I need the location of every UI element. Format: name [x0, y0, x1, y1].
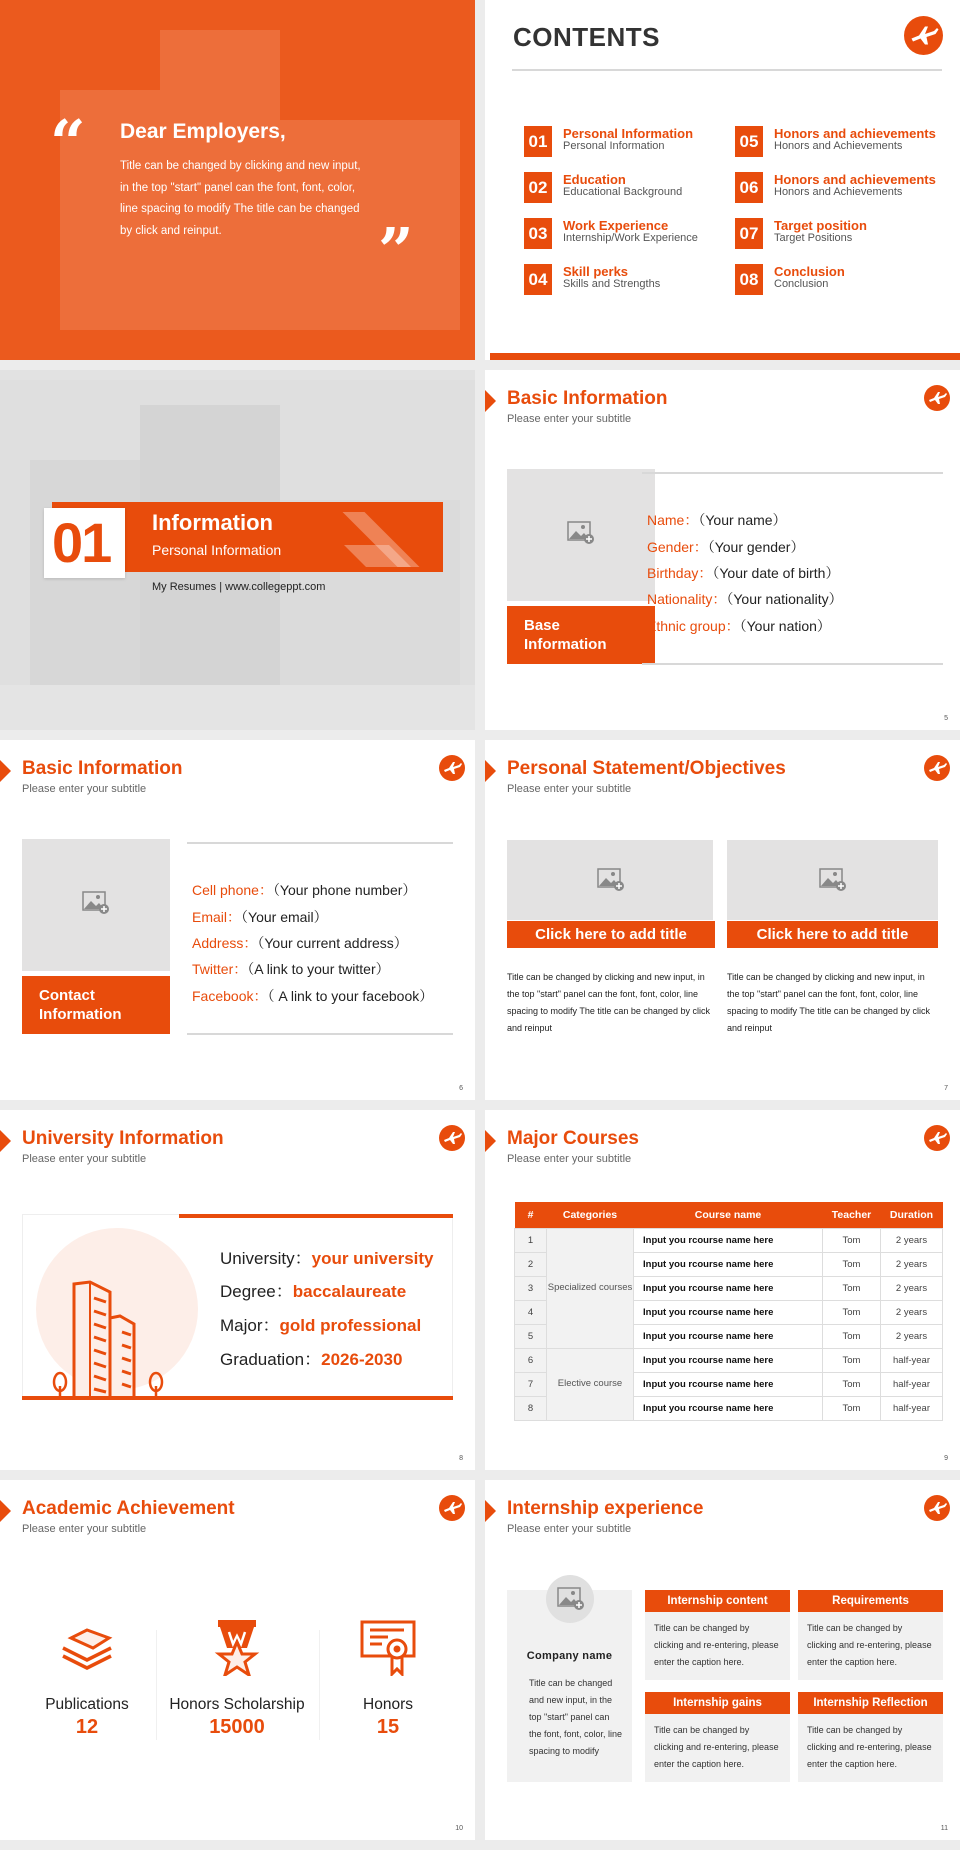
item-subtitle: Target Positions — [774, 232, 853, 244]
table-row: 7 Input you rcourse name here Tom half-year — [515, 1372, 943, 1396]
buildings-icon — [52, 1274, 172, 1398]
field-nationality: Nationality：（Your nationality） — [647, 591, 843, 607]
contents-title: CONTENTS — [513, 22, 660, 52]
table-row: 6 Elective course Input you rcourse name here Tom half-year — [515, 1348, 943, 1372]
add-image-icon — [567, 521, 595, 545]
item-number: 05 — [735, 126, 763, 157]
field-facebook: Facebook：（ A link to your facebook） — [192, 988, 434, 1004]
field-address: Address：（Your current address） — [192, 935, 408, 951]
slide-contents[interactable] — [485, 0, 960, 360]
company-logo-placeholder[interactable] — [546, 1575, 594, 1623]
card-title: Internship Reflection — [798, 1692, 943, 1714]
page-number: 11 — [940, 1825, 948, 1832]
item-number: 04 — [524, 264, 552, 295]
slide-section-information[interactable] — [0, 370, 475, 730]
slide-title: Personal Statement/Objectives — [507, 758, 786, 779]
header-arrow-icon — [0, 760, 11, 782]
item-title: Personal Information — [563, 126, 694, 141]
page-number: 6 — [459, 1085, 463, 1092]
item-title: Work Experience — [563, 218, 669, 233]
achievement-label: Honors — [363, 1696, 413, 1713]
achievement-label: Honors Scholarship — [169, 1696, 305, 1713]
section-number: 01 — [52, 511, 111, 574]
item-number: 06 — [735, 172, 763, 203]
slide-personal-statement[interactable] — [485, 740, 960, 1100]
field-birthday: Birthday：（Your date of birth） — [647, 565, 840, 581]
divider — [642, 663, 943, 665]
slide-subtitle: Please enter your subtitle — [507, 1523, 632, 1535]
field-name: Name：（Your name） — [647, 512, 787, 528]
slide-subtitle: Please enter your subtitle — [507, 1153, 632, 1165]
slide-title: Basic Information — [507, 388, 668, 409]
page-number: 8 — [459, 1455, 463, 1462]
courses-table — [514, 1202, 943, 1421]
card-text: Title can be changed by clicking and re-entering, please enter the caption here. — [807, 1725, 932, 1769]
plane-logo-icon — [904, 16, 943, 55]
item-subtitle: Conclusion — [774, 278, 829, 290]
header-course-name: Course name — [634, 1202, 823, 1228]
slide-contact-information[interactable] — [0, 740, 475, 1100]
photo-placeholder[interactable] — [22, 839, 170, 971]
achievement-publications — [12, 1620, 162, 1739]
item-title: Target position — [774, 218, 867, 233]
slide-basic-information[interactable] — [485, 370, 960, 730]
item-title: Honors and achievements — [774, 126, 936, 141]
item-title: Conclusion — [774, 264, 845, 279]
achievement-honors — [313, 1620, 463, 1739]
category-cell: Elective course — [547, 1348, 634, 1420]
open-quote-icon: “ — [50, 106, 86, 179]
slide-title: Dear Employers, — [120, 120, 286, 143]
slide-title: Major Courses — [507, 1128, 639, 1149]
slide-dear-employers[interactable] — [0, 0, 475, 360]
table-row: 3 Input you rcourse name here Tom 2 years — [515, 1276, 943, 1300]
item-number: 08 — [735, 264, 763, 295]
divider — [187, 1033, 453, 1035]
section-subtitle: Personal Information — [152, 542, 282, 558]
add-title-button[interactable]: Click here to add title — [507, 921, 715, 948]
header-num: # — [515, 1202, 547, 1228]
header-arrow-icon — [485, 390, 496, 412]
company-name: Company name — [526, 1650, 613, 1662]
field-ethnic-group: Ethnic group：（Your nation） — [647, 618, 831, 634]
slide-title: Basic Information — [22, 758, 183, 779]
item-title: Education — [563, 172, 626, 187]
add-image-icon — [819, 868, 847, 892]
section-tagline: My Resumes | www.collegeppt.com — [152, 581, 326, 593]
card-title: Internship content — [645, 1590, 790, 1612]
slide-body-text: Title can be changed by clicking and new input, in the top "start" panel can the font, font, color, line spacing to modify The title can be changed by click and reinput. — [120, 160, 361, 237]
item-subtitle: Educational Background — [563, 186, 683, 198]
photo-placeholder[interactable] — [507, 469, 655, 601]
add-image-icon — [557, 1587, 585, 1611]
card-requirements — [798, 1590, 943, 1680]
achievement-honors-scholarship — [162, 1620, 312, 1739]
divider — [156, 1630, 157, 1740]
table-row: 1 Specialized courses Input you rcourse name here Tom 2 years — [515, 1228, 943, 1252]
header-arrow-icon — [485, 1130, 496, 1152]
page-number: 7 — [944, 1085, 948, 1092]
ground-line — [22, 1396, 453, 1400]
field-major: Major：gold professional — [220, 1316, 422, 1335]
category-cell: Specialized courses — [547, 1228, 634, 1348]
card-internship-reflection — [798, 1692, 943, 1782]
card-text: Title can be changed by clicking and re-entering, please enter the caption here. — [654, 1725, 779, 1769]
header-teacher: Teacher — [823, 1202, 881, 1228]
item-subtitle: Honors and Achievements — [774, 140, 903, 152]
item-number: 02 — [524, 172, 552, 203]
field-cell-phone: Cell phone：（Your phone number） — [192, 882, 417, 898]
slide-subtitle: Please enter your subtitle — [507, 783, 632, 795]
field-gender: Gender：（Your gender） — [647, 539, 805, 555]
table-header-row — [515, 1202, 943, 1228]
page-number: 10 — [455, 1825, 463, 1832]
card-internship-content — [645, 1590, 790, 1680]
item-subtitle: Internship/Work Experience — [563, 232, 698, 244]
field-university: University：your university — [220, 1249, 434, 1268]
header-categories: Categories — [547, 1202, 634, 1228]
field-twitter: Twitter：（A link to your twitter） — [192, 961, 390, 977]
card-text: Title can be changed by clicking and re-entering, please enter the caption here. — [654, 1623, 779, 1667]
header-arrow-icon — [0, 1130, 11, 1152]
add-image-icon — [82, 891, 110, 915]
divider — [642, 472, 943, 474]
header-arrow-icon — [485, 760, 496, 782]
slide-subtitle: Please enter your subtitle — [22, 1153, 147, 1165]
photo-placeholder[interactable] — [507, 840, 713, 920]
table-row: 2 Input you rcourse name here Tom 2 years — [515, 1252, 943, 1276]
slide-academic-achievement[interactable] — [0, 1480, 475, 1840]
table-row: 4 Input you rcourse name here Tom 2 years — [515, 1300, 943, 1324]
achievement-label: Publications — [45, 1696, 129, 1713]
slide-title: University Information — [22, 1128, 224, 1149]
card-title: Internship gains — [645, 1692, 790, 1714]
plane-logo-icon — [439, 1495, 465, 1521]
slide-subtitle: Please enter your subtitle — [22, 783, 147, 795]
slide-subtitle: Please enter your subtitle — [22, 1523, 147, 1535]
field-degree: Degree：baccalaureate — [220, 1282, 407, 1301]
plane-logo-icon — [924, 1125, 950, 1151]
field-graduation: Graduation：2026-2030 — [220, 1350, 403, 1369]
medal-icon — [214, 1620, 260, 1676]
plane-logo-icon — [439, 755, 465, 781]
page-number: 5 — [944, 715, 948, 722]
footer-bar — [490, 353, 960, 360]
contact-information-label: Contact Information — [22, 976, 170, 1034]
slide-university-information[interactable] — [0, 1110, 475, 1470]
add-image-icon — [597, 868, 625, 892]
item-subtitle: Honors and Achievements — [774, 186, 903, 198]
slide-internship-experience[interactable] — [485, 1480, 960, 1840]
achievement-value: 15 — [376, 1716, 400, 1738]
field-email: Email：（Your email） — [192, 909, 328, 925]
slide-title: Academic Achievement — [22, 1498, 235, 1519]
achievement-value: 15000 — [209, 1716, 265, 1738]
achievement-value: 12 — [75, 1716, 99, 1738]
divider — [187, 842, 453, 844]
item-number: 03 — [524, 218, 552, 249]
card-internship-gains — [645, 1692, 790, 1782]
base-information-label: Base Information — [507, 606, 655, 664]
photo-placeholder[interactable] — [727, 840, 938, 920]
slide-title: Internship experience — [507, 1498, 704, 1519]
header-arrow-icon — [0, 1500, 11, 1522]
slide-major-courses[interactable] — [485, 1110, 960, 1470]
divider — [512, 69, 942, 71]
publications-icon — [57, 1620, 117, 1676]
certificate-icon — [360, 1620, 416, 1676]
plane-logo-icon — [924, 385, 950, 411]
company-description: Title can be changed and new input, in the top "start" panel can the font, font, color, line spacing to modify — [529, 1678, 623, 1756]
card-text: Title can be changed by clicking and new input, in the top "start" panel can the font, font, color, line spacing to modify The title can be changed by click and reinput — [727, 972, 930, 1033]
plane-logo-icon — [924, 755, 950, 781]
card-text: Title can be changed by clicking and re-entering, please enter the caption here. — [807, 1623, 932, 1667]
card-text: Title can be changed by clicking and new input, in the top "start" panel can the font, font, color, line spacing to modify The title can be changed by click and reinput — [507, 972, 710, 1033]
item-subtitle: Personal Information — [563, 140, 665, 152]
item-number: 01 — [524, 126, 552, 157]
slide-subtitle: Please enter your subtitle — [507, 413, 632, 425]
close-quote-icon: ” — [378, 214, 414, 287]
item-title: Skill perks — [563, 264, 629, 279]
item-subtitle: Skills and Strengths — [563, 278, 661, 290]
plane-logo-icon — [924, 1495, 950, 1521]
plane-logo-icon — [439, 1125, 465, 1151]
item-number: 07 — [735, 218, 763, 249]
card-title: Requirements — [798, 1590, 943, 1612]
accent-line — [179, 1214, 453, 1218]
page-number: 9 — [944, 1455, 948, 1462]
add-title-button[interactable]: Click here to add title — [727, 921, 938, 948]
section-title: Information — [152, 510, 273, 535]
table-row: 5 Input you rcourse name here Tom 2 years — [515, 1324, 943, 1348]
header-duration: Duration — [881, 1202, 943, 1228]
table-row: 8 Input you rcourse name here Tom half-year — [515, 1396, 943, 1420]
item-title: Honors and achievements — [774, 172, 936, 187]
header-arrow-icon — [485, 1500, 496, 1522]
